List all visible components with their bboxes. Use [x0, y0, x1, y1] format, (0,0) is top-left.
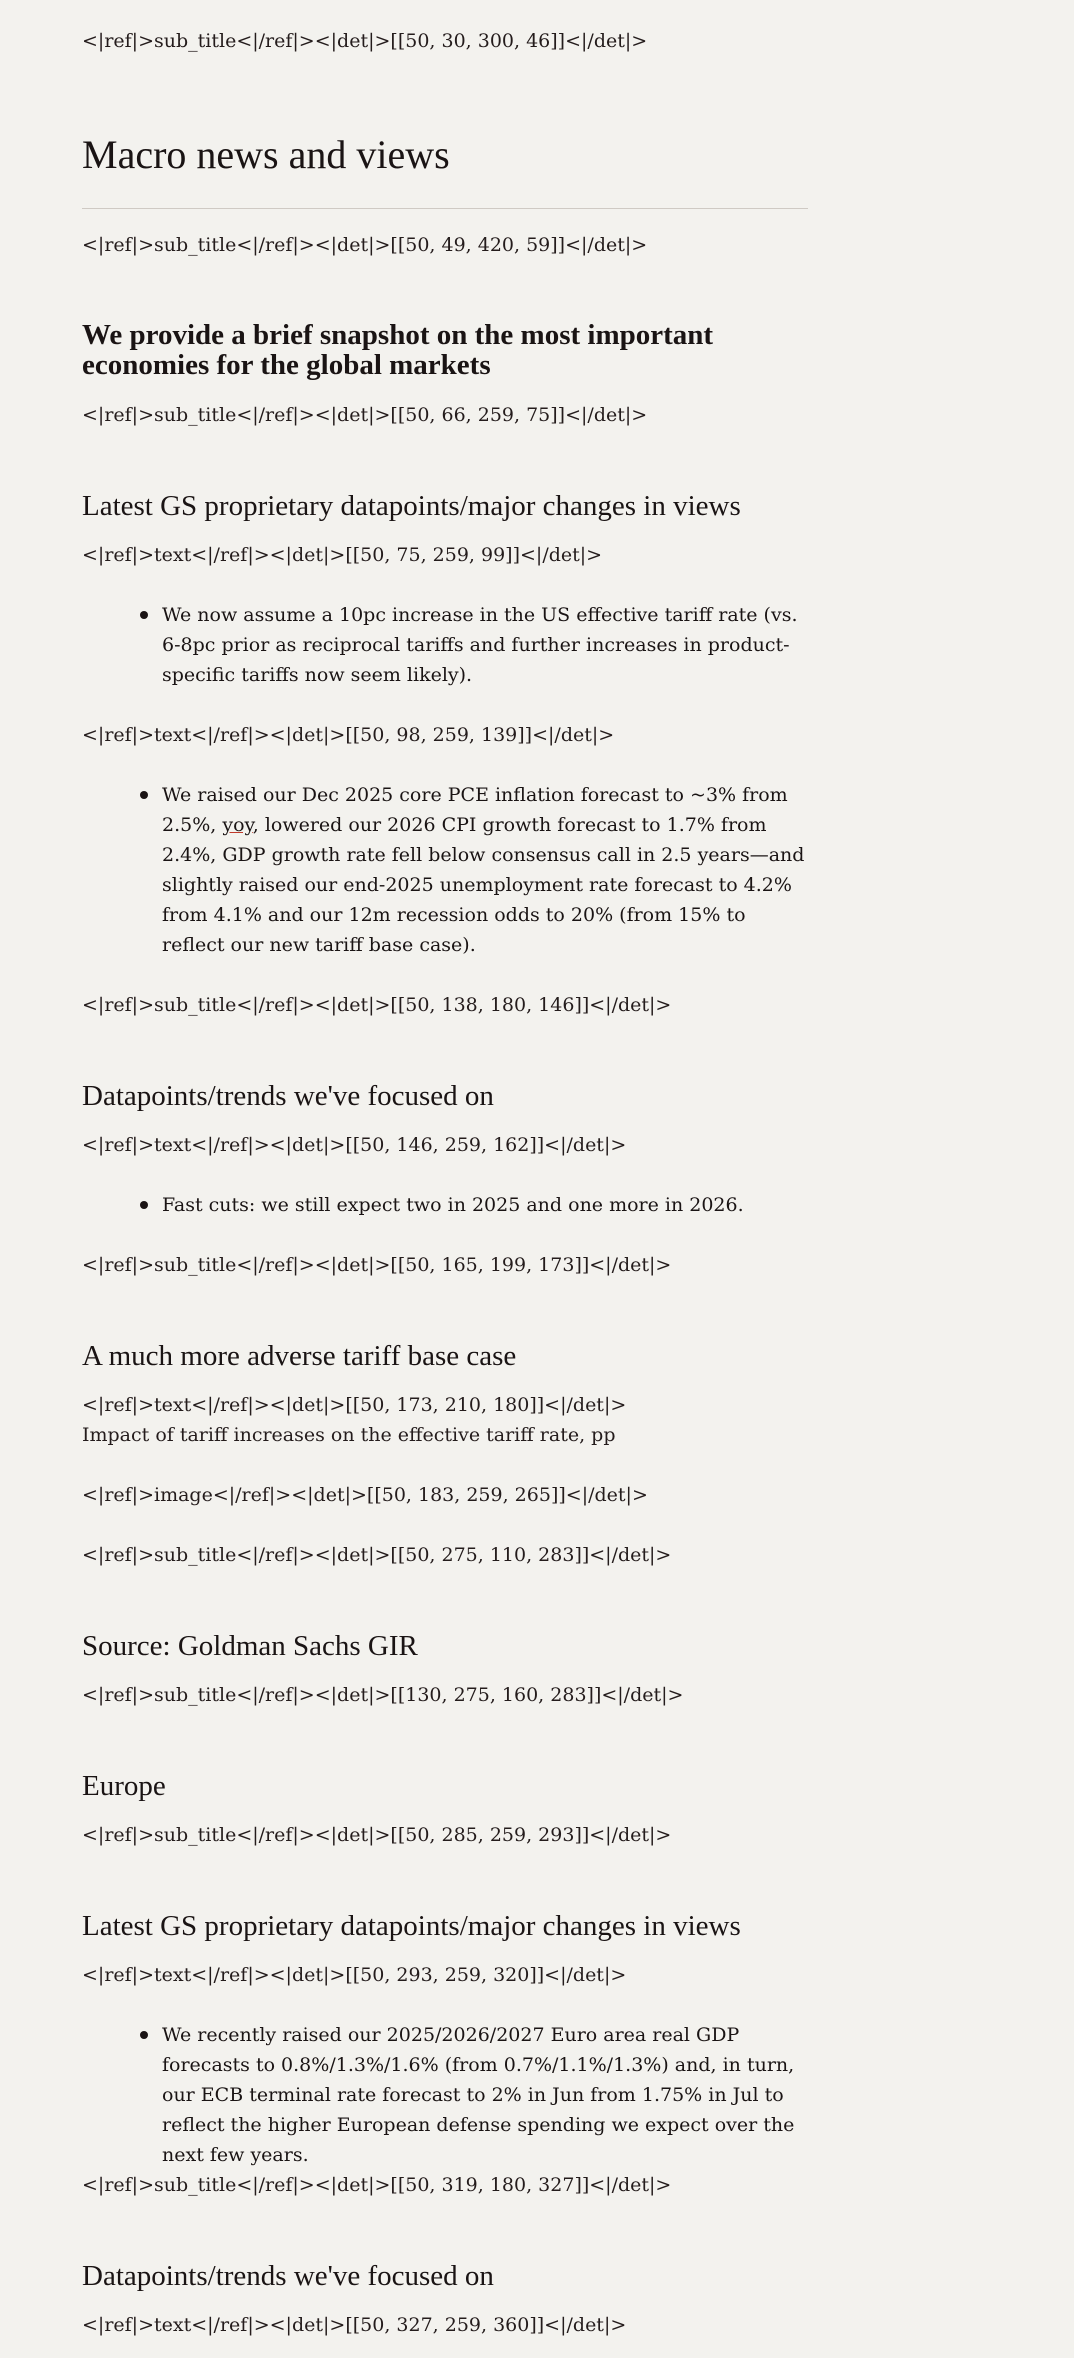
bullet-dot: [140, 2031, 148, 2039]
detection-tag: <|ref|>text<|/ref|><|det|>[[50, 98, 259, 139]]<|/det|>: [82, 724, 615, 746]
list-item: [140, 600, 810, 690]
us-trends-heading: Datapoints/trends we've focused on: [82, 1080, 494, 1112]
spellcheck-word: yoy: [222, 814, 253, 836]
page-title: Macro news and views: [82, 132, 450, 177]
bullet-text-part: We raised our Dec 2025 core PCE inflation forecast to ~3% from 2.5%,: [162, 784, 788, 836]
snapshot-heading: We provide a brief snapshot on the most important economies for the global markets: [82, 319, 714, 381]
bullet-text-part: , lowered our 2026 CPI growth forecast to 1.7% from 2.4%, GDP growth rate fell below consensus call in 2.5 years—and slightly raised our end-2025 unemployment rate forecast to 4.2% from 4.1% and our 12m recession odds to 20% (from 15% to reflect our new tariff base case).: [162, 814, 805, 956]
detection-tag: <|ref|>image<|/ref|><|det|>[[50, 183, 259, 265]]<|/det|>: [82, 1484, 648, 1506]
eu-latest-heading: Latest GS proprietary datapoints/major changes in views: [82, 1910, 741, 1942]
detection-tag: <|ref|>sub_title<|/ref|><|det|>[[50, 319, 180, 327]]<|/det|>: [82, 2174, 672, 2196]
detection-tag: <|ref|>text<|/ref|><|det|>[[50, 293, 259, 320]]<|/det|>: [82, 1964, 627, 1986]
detection-tag: <|ref|>sub_title<|/ref|><|det|>[[130, 275, 160, 283]]<|/det|>: [82, 1684, 684, 1706]
us-latest-heading: Latest GS proprietary datapoints/major changes in views: [82, 490, 741, 522]
bullet-text: [162, 780, 810, 960]
detection-tag: <|ref|>sub_title<|/ref|><|det|>[[50, 285, 259, 293]]<|/det|>: [82, 1824, 672, 1846]
detection-tag: <|ref|>text<|/ref|><|det|>[[50, 146, 259, 162]]<|/det|>: [82, 1134, 627, 1156]
bullet-dot: [140, 1201, 148, 1209]
bullet-text: We recently raised our 2025/2026/2027 Euro area real GDP forecasts to 0.8%/1.3%/1.6% (from 0.7%/1.1%/1.3%) and, in turn, our ECB terminal rate forecast to 2% in Jun from 1.75% in Jul to reflect the higher European defense spending we expect over the next few years.: [162, 2024, 795, 2166]
detection-tag: <|ref|>sub_title<|/ref|><|det|>[[50, 49, 420, 59]]<|/det|>: [82, 234, 648, 256]
bullet-text: We now assume a 10pc increase in the US effective tariff rate (vs. 6-8pc prior as reciprocal tariffs and further increases in product-specific tariffs now seem likely).: [162, 604, 798, 686]
bullet-dot: [140, 611, 148, 619]
detection-tag: <|ref|>sub_title<|/ref|><|det|>[[50, 30, 300, 46]]<|/det|>: [82, 30, 648, 52]
detection-tag: <|ref|>text<|/ref|><|det|>[[50, 173, 210, 180]]<|/det|>: [82, 1394, 627, 1416]
eu-trends-heading: Datapoints/trends we've focused on: [82, 2260, 494, 2292]
detection-tag: <|ref|>sub_title<|/ref|><|det|>[[50, 66, 259, 75]]<|/det|>: [82, 404, 648, 426]
detection-tag: <|ref|>sub_title<|/ref|><|det|>[[50, 138, 180, 146]]<|/det|>: [82, 994, 672, 1016]
list-item: [140, 1190, 810, 1220]
detection-tag: <|ref|>sub_title<|/ref|><|det|>[[50, 165, 199, 173]]<|/det|>: [82, 1254, 672, 1276]
list-item: [140, 2020, 810, 2170]
source-heading: Source: Goldman Sachs GIR: [82, 1630, 418, 1662]
tariff-heading: A much more adverse tariff base case: [82, 1340, 517, 1372]
detection-tag: <|ref|>text<|/ref|><|det|>[[50, 75, 259, 99]]<|/det|>: [82, 544, 603, 566]
title-divider: [82, 208, 808, 209]
bullet-dot: [140, 791, 148, 799]
detection-tag: <|ref|>sub_title<|/ref|><|det|>[[50, 275, 110, 283]]<|/det|>: [82, 1544, 672, 1566]
bullet-text: Fast cuts: we still expect two in 2025 and one more in 2026.: [162, 1194, 744, 1216]
list-item: [140, 780, 810, 960]
chart-caption: Impact of tariff increases on the effective tariff rate, pp: [82, 1424, 616, 1446]
europe-heading: Europe: [82, 1770, 166, 1802]
detection-tag: <|ref|>text<|/ref|><|det|>[[50, 327, 259, 360]]<|/det|>: [82, 2314, 627, 2336]
